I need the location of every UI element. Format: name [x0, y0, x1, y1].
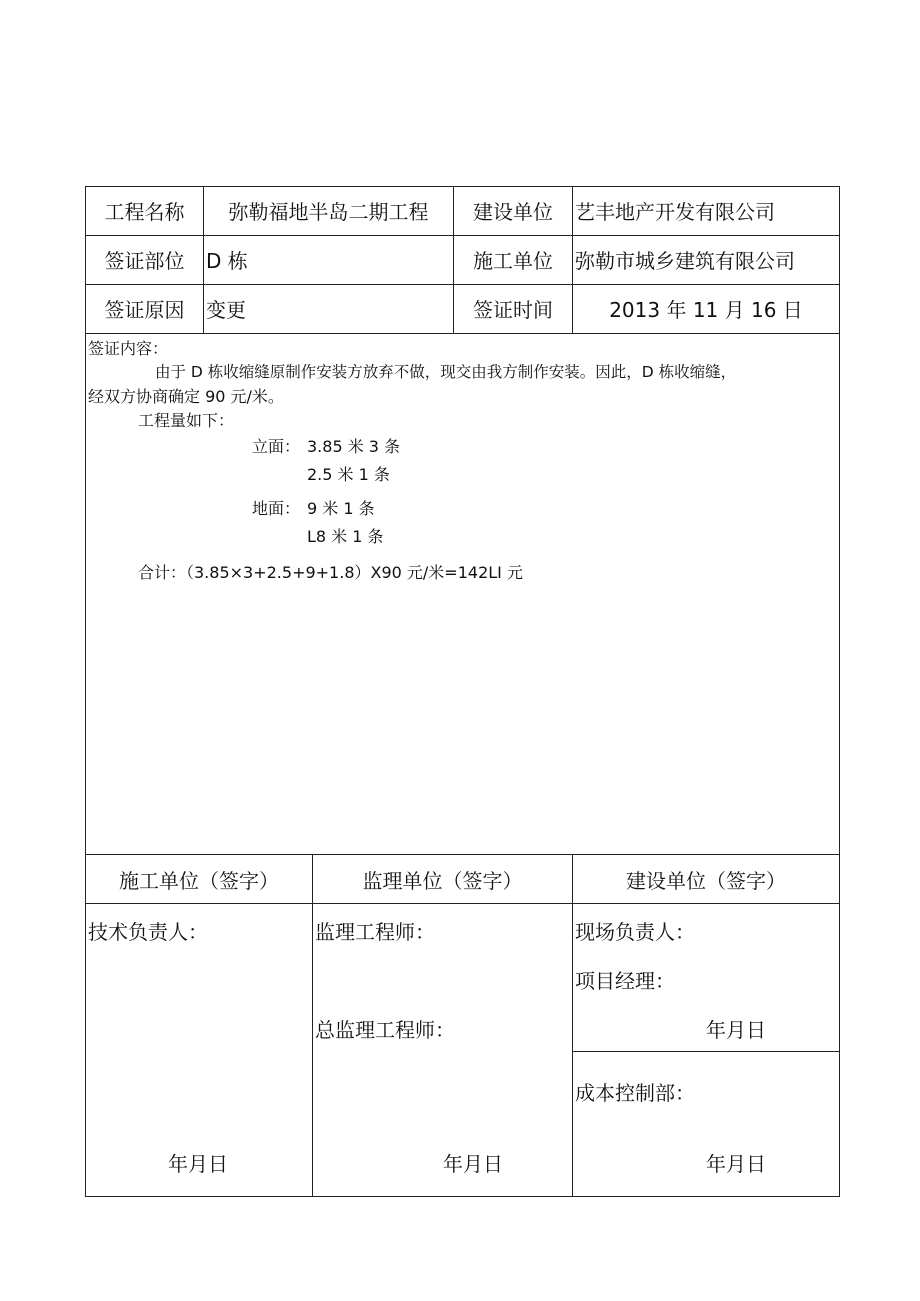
row-divider — [85, 333, 840, 334]
header-construction-signature: 施工单位（签字） — [119, 868, 279, 893]
facade-label: 立面： — [252, 437, 301, 456]
row-divider — [572, 1051, 840, 1052]
ground-item: L8 米 1 条 — [307, 527, 384, 546]
label-construction-unit: 施工单位 — [473, 249, 553, 273]
value-visa-reason: 变更 — [206, 298, 246, 322]
value-construction-unit: 弥勒市城乡建筑有限公司 — [575, 249, 795, 273]
label-visa-date: 签证时间 — [473, 298, 553, 322]
tech-lead-label: 技术负责人： — [88, 920, 208, 944]
content-heading: 签证内容： — [88, 339, 169, 358]
label-project-name: 工程名称 — [104, 200, 185, 224]
header-supervision-signature: 监理单位（签字） — [362, 868, 523, 893]
content-paragraph-line1: 由于 D 栋收缩缝原制作安装方放弃不做，现交由我方制作安装。因此，D 栋收缩缝， — [155, 363, 737, 381]
value-project-name: 弥勒福地半岛二期工程 — [228, 200, 429, 224]
supervising-engineer-label: 监理工程师： — [315, 920, 435, 944]
total-calculation: 合计：（3.85×3+2.5+9+1.8）X90 元/米=142LI 元 — [138, 563, 523, 582]
value-visa-date: 2013 年 11 月 16 日 — [609, 298, 803, 322]
value-visa-location: D 栋 — [206, 249, 248, 273]
header-owner-signature: 建设单位（签字） — [626, 868, 786, 893]
value-owner-unit: 艺丰地产开发有限公司 — [575, 200, 775, 224]
chief-engineer-label: 总监理工程师： — [315, 1018, 455, 1042]
construction-date: 年月日 — [168, 1152, 228, 1176]
facade-item: 2.5 米 1 条 — [307, 465, 390, 484]
cost-control-label: 成本控制部： — [575, 1081, 695, 1105]
site-lead-label: 现场负责人： — [575, 920, 695, 944]
facade-item: 3.85 米 3 条 — [307, 437, 401, 456]
label-visa-reason: 签证原因 — [104, 298, 185, 322]
ground-item: 9 米 1 条 — [307, 499, 375, 518]
col-divider — [572, 854, 573, 1197]
label-owner-unit: 建设单位 — [473, 200, 553, 224]
col-divider — [312, 854, 313, 1197]
cost-control-date: 年月日 — [706, 1152, 766, 1176]
project-manager-label: 项目经理： — [575, 969, 675, 993]
quantity-label: 工程量如下： — [138, 411, 235, 430]
owner-date: 年月日 — [706, 1018, 766, 1042]
visa-form-table — [85, 186, 840, 1197]
ground-label: 地面： — [252, 499, 301, 518]
supervision-date: 年月日 — [443, 1152, 503, 1176]
content-paragraph-line2: 经双方协商确定 90 元/米。 — [88, 387, 284, 406]
row-divider — [85, 903, 840, 904]
label-visa-location: 签证部位 — [104, 249, 185, 273]
